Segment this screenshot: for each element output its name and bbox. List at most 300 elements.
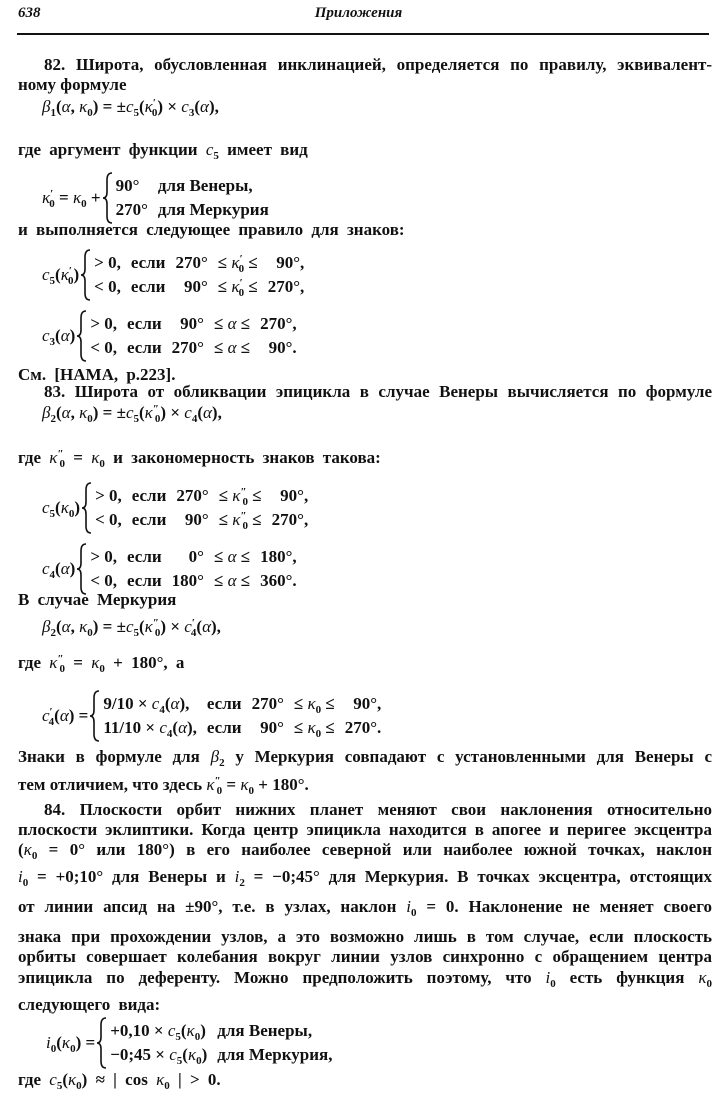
- math-symbol: κ: [231, 277, 240, 296]
- math-symbol: κ: [144, 617, 153, 636]
- text-run: (: [164, 694, 171, 713]
- text-run: = +0;10° для Венеры и: [28, 867, 235, 886]
- para-84-line: [18, 840, 712, 860]
- math-index: 0: [50, 1043, 57, 1055]
- math-symbol: κ: [307, 718, 316, 737]
- math-index: 1: [50, 107, 56, 119]
- text-run: ): [69, 326, 76, 345]
- math-symbol: κ: [307, 694, 316, 713]
- text-run: для Венеры,: [157, 176, 253, 195]
- case-cell: [219, 486, 262, 506]
- formula-beta1: [42, 97, 219, 117]
- text-run: ,: [70, 97, 80, 116]
- math-index: 0: [410, 907, 417, 919]
- case-i0: [46, 1017, 332, 1069]
- math-index: 0: [248, 785, 255, 797]
- text-run: 270°.: [344, 718, 382, 737]
- text-line: [18, 653, 184, 673]
- math-symbol: κ: [232, 510, 241, 529]
- text-run: ) =: [68, 706, 89, 725]
- math-index: ′: [49, 706, 53, 718]
- math-symbol: α: [60, 559, 70, 578]
- case-cell: [214, 571, 250, 591]
- math-symbol: κ: [49, 448, 58, 467]
- math-index: ″: [240, 510, 247, 522]
- text-run: ≤: [236, 571, 251, 590]
- text-run: ≤: [218, 486, 233, 505]
- text-run: 84. Плоскости орбит нижних планет меняют свои наклонения относительно: [44, 800, 712, 819]
- math-symbol: α: [61, 403, 71, 422]
- case-cell: [272, 510, 309, 530]
- text-run: ≤: [293, 718, 308, 737]
- math-index: 3: [49, 336, 56, 348]
- math-symbol: κ: [49, 653, 58, 672]
- text-run: (: [55, 326, 61, 345]
- text-run: если: [130, 277, 166, 296]
- text-run: и закономерность знаков такова:: [104, 448, 381, 467]
- text-run: 180°,: [260, 547, 297, 566]
- case-cell: [217, 1021, 332, 1041]
- text-run: у Меркурия совпадают с установленными для Венеры с: [224, 747, 712, 766]
- text-run: и выполняется следующее правило для знаков:: [18, 220, 405, 239]
- para-84-line: [18, 820, 712, 840]
- text-run: ≤: [213, 571, 228, 590]
- text-run: 270°: [115, 200, 148, 219]
- math-index: 0: [22, 877, 29, 889]
- case-cell: [218, 277, 258, 297]
- case-cell: [252, 718, 284, 738]
- math-symbol: κ: [60, 498, 69, 517]
- header-rule: [17, 33, 709, 35]
- math-symbol: κ: [68, 1070, 77, 1089]
- math-symbol: c: [42, 265, 50, 284]
- math-symbol: α: [61, 617, 71, 636]
- text-run: 82. Широта, обусловленная инклинацией, определяется по правилу, эквивалент-: [44, 55, 712, 74]
- running-title: Приложения: [314, 5, 403, 21]
- math-symbol: c: [184, 403, 192, 422]
- math-index: 0: [242, 496, 249, 508]
- math-index: 5: [49, 275, 56, 287]
- text-run: ): [74, 498, 81, 517]
- math-symbol: c: [42, 326, 50, 345]
- text-run: (: [194, 97, 200, 116]
- text-run: 9/10 ×: [103, 694, 152, 713]
- case-rows: [103, 694, 381, 738]
- text-run: 11/10 ×: [103, 718, 160, 737]
- text-run: если: [127, 314, 162, 333]
- case-rows: [110, 1021, 332, 1065]
- text-run: 270°,: [267, 277, 305, 296]
- text-run: ≤: [293, 694, 308, 713]
- text-run: 360°.: [260, 571, 297, 590]
- text-run: > 0,: [90, 314, 118, 333]
- text-run: (: [18, 840, 24, 859]
- math-index: 5: [133, 107, 139, 119]
- text-run: =: [65, 653, 92, 672]
- math-index: 5: [56, 1080, 63, 1092]
- text-run: −0;45 ×: [110, 1045, 170, 1064]
- math-index: 5: [49, 508, 56, 520]
- text-run: ),: [211, 403, 222, 422]
- text-run: ): [201, 1045, 208, 1064]
- para-84-line: [18, 867, 712, 887]
- text-run: плоскости эклиптики. Когда центр эпицикла находится в апогее и перигее эксцентра: [18, 820, 712, 839]
- math-symbol: β: [42, 617, 51, 636]
- math-symbol: c: [42, 498, 50, 517]
- math-index: 5: [213, 150, 219, 162]
- math-index: 5: [175, 1031, 181, 1043]
- math-symbol: κ: [156, 1070, 165, 1089]
- case-cell: [272, 486, 309, 506]
- math-index: 4: [191, 413, 198, 425]
- math-symbol: α: [227, 571, 237, 590]
- text-run: 270°: [251, 694, 284, 713]
- text-run: где: [18, 653, 50, 672]
- text-run: 0°: [188, 547, 204, 566]
- case-cell: [94, 253, 121, 273]
- case-cell: [260, 571, 297, 591]
- text-run: (: [138, 617, 145, 636]
- text-run: ) = ±: [92, 97, 126, 116]
- text-run: эпицикла по деференту. Можно предположить поэтому, что: [18, 968, 546, 987]
- case-cell: [172, 314, 204, 334]
- math-symbol: κ: [79, 403, 88, 422]
- math-symbol: κ: [187, 1045, 197, 1064]
- case-cell: [172, 547, 204, 567]
- text-run: ),: [179, 694, 190, 713]
- text-run: ),: [211, 617, 221, 636]
- math-symbol: κ: [91, 448, 100, 467]
- math-symbol: c: [125, 97, 134, 116]
- case-cell: [294, 694, 335, 714]
- case-cell: [175, 277, 207, 297]
- text-run: > 0,: [90, 547, 118, 566]
- text-run: Знаки в формуле для: [18, 747, 211, 766]
- case-cell: [214, 547, 250, 567]
- math-index: ″: [152, 403, 159, 415]
- text-line: [18, 747, 712, 767]
- math-index: 0: [238, 287, 245, 299]
- case-cell: [103, 694, 197, 714]
- math-index: 2: [219, 757, 225, 769]
- math-symbol: κ: [698, 968, 707, 987]
- case-cell: [90, 571, 117, 591]
- text-run: где аргумент функции: [18, 140, 206, 159]
- math-symbol: c: [159, 718, 167, 737]
- text-run: для Меркурия,: [217, 1045, 333, 1064]
- case-c5-venus: [42, 482, 308, 534]
- case-cell: [131, 277, 166, 297]
- case-c5-prime: [42, 249, 304, 301]
- text-run: если: [206, 694, 242, 713]
- text-run: ): [69, 559, 76, 578]
- math-index: ′: [152, 97, 156, 109]
- text-run: ному формуле: [18, 75, 127, 94]
- case-cell: [116, 176, 148, 196]
- math-index: 0: [151, 107, 158, 119]
- text-line: [18, 220, 405, 240]
- math-index: ′: [68, 265, 72, 277]
- math-index: 0: [242, 520, 249, 532]
- text-run: 90°,: [353, 694, 382, 713]
- math-index: 0: [164, 1080, 170, 1092]
- case-label: [42, 559, 75, 579]
- para-84-line: [18, 968, 712, 988]
- case-cell: [176, 486, 208, 506]
- text-run: есть функция: [555, 968, 699, 987]
- text-run: ≤: [236, 314, 251, 333]
- text-run: 90°.: [268, 338, 297, 357]
- case-rows: [95, 486, 308, 530]
- case-cell: [127, 547, 162, 567]
- case-cell: [116, 200, 148, 220]
- math-index: 0: [81, 198, 87, 210]
- left-brace-icon: [97, 1017, 107, 1069]
- case-cell: [158, 200, 269, 220]
- text-run: ) = ±: [92, 403, 126, 422]
- case-label: [42, 326, 75, 346]
- text-run: ≤: [217, 277, 232, 296]
- left-brace-icon: [82, 482, 92, 534]
- text-run: (: [138, 403, 145, 422]
- math-symbol: α: [200, 97, 209, 116]
- text-run: для Меркурия: [157, 200, 269, 219]
- left-brace-icon: [77, 310, 87, 362]
- text-run: < 0,: [90, 571, 118, 590]
- math-symbol: β: [42, 403, 51, 422]
- text-line: [18, 590, 176, 610]
- math-index: 2: [239, 877, 245, 889]
- math-index: 0: [70, 1043, 76, 1055]
- math-symbol: κ: [61, 1033, 71, 1052]
- math-index: ″: [57, 653, 64, 665]
- text-run: ≤: [244, 253, 258, 272]
- text-run: ,: [70, 403, 80, 422]
- case-cell: [95, 486, 122, 506]
- case-cell: [95, 510, 122, 530]
- text-run: ),: [187, 718, 197, 737]
- text-run: (: [55, 498, 61, 517]
- math-symbol: c: [49, 1070, 57, 1089]
- text-run: ≤: [244, 277, 258, 296]
- case-cell: [268, 253, 305, 273]
- text-run: (: [55, 559, 61, 578]
- text-run: ) = ±: [92, 617, 126, 636]
- para-84-line: [18, 927, 712, 947]
- math-index: 2: [50, 627, 56, 639]
- text-run: ) =: [75, 1033, 96, 1052]
- case-label: [46, 1033, 95, 1053]
- math-index: 4: [49, 569, 56, 581]
- case-kappa-prime: [42, 172, 269, 224]
- text-run: См. [НАМА, р.223].: [18, 365, 176, 384]
- formula-beta2-venus: [42, 403, 222, 423]
- case-cell: [172, 571, 204, 591]
- math-symbol: κ: [206, 775, 215, 794]
- math-symbol: α: [170, 694, 180, 713]
- page-number: 638: [18, 5, 41, 21]
- case-rows: [94, 253, 304, 297]
- math-index: 0: [76, 1080, 82, 1092]
- text-run: знака при прохождении узлов, а это возможно лишь в том случае, если плоскость: [18, 927, 712, 946]
- text-run: тем отличием, что здесь: [18, 775, 207, 794]
- case-cell: [131, 253, 166, 273]
- text-run: (: [54, 706, 60, 725]
- math-index: 0: [99, 663, 105, 675]
- para-82-line: [18, 75, 127, 95]
- case-rows: [116, 176, 269, 220]
- text-run: ≤: [236, 338, 251, 357]
- math-index: 0: [238, 263, 245, 275]
- case-cell: [127, 571, 162, 591]
- text-run: ),: [208, 97, 219, 116]
- case-c3: [42, 310, 297, 362]
- math-symbol: α: [59, 706, 69, 725]
- text-run: ≤: [213, 547, 228, 566]
- text-run: | > 0.: [169, 1070, 221, 1089]
- case-cell: [103, 718, 197, 738]
- case-rows: [90, 547, 296, 591]
- text-run: < 0,: [90, 338, 118, 357]
- text-run: (: [172, 718, 179, 737]
- math-symbol: c: [184, 617, 192, 636]
- math-symbol: κ: [79, 617, 88, 636]
- math-symbol: c: [42, 559, 50, 578]
- text-run: +: [86, 188, 101, 207]
- para-83-line: [44, 382, 712, 402]
- math-index: 0: [154, 413, 161, 425]
- text-line: [18, 1070, 221, 1090]
- case-cell: [260, 314, 297, 334]
- math-symbol: α: [60, 326, 70, 345]
- text-run: 90°: [260, 718, 284, 737]
- text-run: =: [222, 775, 241, 794]
- math-index: 0: [31, 850, 38, 862]
- text-run: ): [200, 1021, 206, 1040]
- case-cell: [207, 718, 242, 738]
- math-symbol: c: [125, 403, 134, 422]
- para-84-line: [44, 800, 712, 820]
- math-symbol: α: [227, 338, 237, 357]
- math-symbol: α: [202, 617, 212, 636]
- text-line: [18, 140, 308, 160]
- text-run: (: [62, 1070, 68, 1089]
- math-index: 0: [99, 458, 105, 470]
- case-label: [42, 706, 88, 726]
- math-symbol: κ: [240, 775, 249, 794]
- math-index: 0: [67, 275, 74, 287]
- text-run: ≤: [218, 510, 233, 529]
- text-run: ≤: [248, 510, 262, 529]
- case-cell: [218, 253, 258, 273]
- text-run: 270°: [171, 338, 204, 357]
- math-index: 0: [68, 508, 75, 520]
- math-symbol: κ: [42, 188, 51, 207]
- math-index: 0: [196, 1055, 202, 1067]
- case-cell: [260, 338, 297, 358]
- text-run: от линии апсид на ±90°, т.е. в узлах, наклон: [18, 897, 407, 916]
- text-run: (: [138, 97, 145, 116]
- text-run: если: [127, 547, 162, 566]
- left-brace-icon: [90, 690, 100, 742]
- text-run: ) ×: [160, 403, 185, 422]
- text-run: 90°: [184, 510, 209, 529]
- case-cell: [294, 718, 335, 738]
- text-run: 270°,: [260, 314, 297, 333]
- case-cell: [90, 338, 117, 358]
- para-84-line: [18, 947, 712, 967]
- math-symbol: c: [205, 140, 214, 159]
- text-run: 83. Широта от обликвации эпицикла в случае Венеры вычисляется по формуле: [44, 382, 712, 401]
- case-cell: [90, 547, 117, 567]
- text-run: 270°: [175, 253, 208, 272]
- math-symbol: α: [61, 97, 71, 116]
- text-run: < 0,: [94, 277, 121, 296]
- case-cell: [214, 314, 250, 334]
- math-index: 0: [87, 107, 93, 119]
- math-symbol: c: [167, 1021, 176, 1040]
- text-run: + 180°, а: [104, 653, 185, 672]
- text-run: где: [18, 448, 50, 467]
- case-cell: [345, 694, 382, 714]
- text-run: ) ≈ | cos: [81, 1070, 157, 1089]
- math-index: 4: [159, 704, 165, 716]
- text-run: следующего вида:: [18, 995, 161, 1014]
- text-run: если: [206, 718, 242, 737]
- case-cell: [345, 718, 382, 738]
- case-c4: [42, 543, 297, 595]
- formula-beta2-mercury: [42, 617, 221, 637]
- text-run: < 0,: [95, 510, 122, 529]
- text-run: > 0,: [94, 253, 121, 272]
- math-index: 0: [59, 663, 66, 675]
- text-run: ≤: [248, 486, 262, 505]
- math-symbol: β: [210, 747, 220, 766]
- left-brace-icon: [103, 172, 113, 224]
- case-cell: [132, 486, 167, 506]
- para-82-line: [44, 55, 712, 75]
- case-label: [42, 265, 79, 285]
- case-cell: [252, 694, 284, 714]
- left-brace-icon: [81, 249, 91, 301]
- text-run: (: [55, 403, 62, 422]
- text-run: ≤: [217, 253, 232, 272]
- math-symbol: κ: [144, 403, 153, 422]
- para-84-line: [18, 995, 160, 1015]
- text-line: [18, 775, 309, 795]
- math-index: 5: [133, 627, 139, 639]
- left-brace-icon: [77, 543, 87, 595]
- text-run: =: [65, 448, 92, 467]
- math-index: ′: [239, 253, 243, 265]
- text-run: 270°,: [271, 510, 309, 529]
- math-index: 0: [49, 198, 55, 210]
- math-index: 5: [133, 413, 139, 425]
- text-run: ≤: [213, 338, 228, 357]
- text-run: (: [180, 1021, 187, 1040]
- math-index: 4: [166, 728, 173, 740]
- text-run: (: [55, 617, 62, 636]
- math-index: 4: [190, 627, 197, 639]
- math-symbol: β: [42, 97, 51, 116]
- case-cell: [260, 547, 297, 567]
- math-index: 3: [188, 107, 195, 119]
- text-line: [18, 448, 381, 468]
- text-run: если: [127, 571, 162, 590]
- math-symbol: c: [42, 706, 50, 725]
- case-rows: [90, 314, 296, 358]
- math-index: 0: [315, 728, 322, 740]
